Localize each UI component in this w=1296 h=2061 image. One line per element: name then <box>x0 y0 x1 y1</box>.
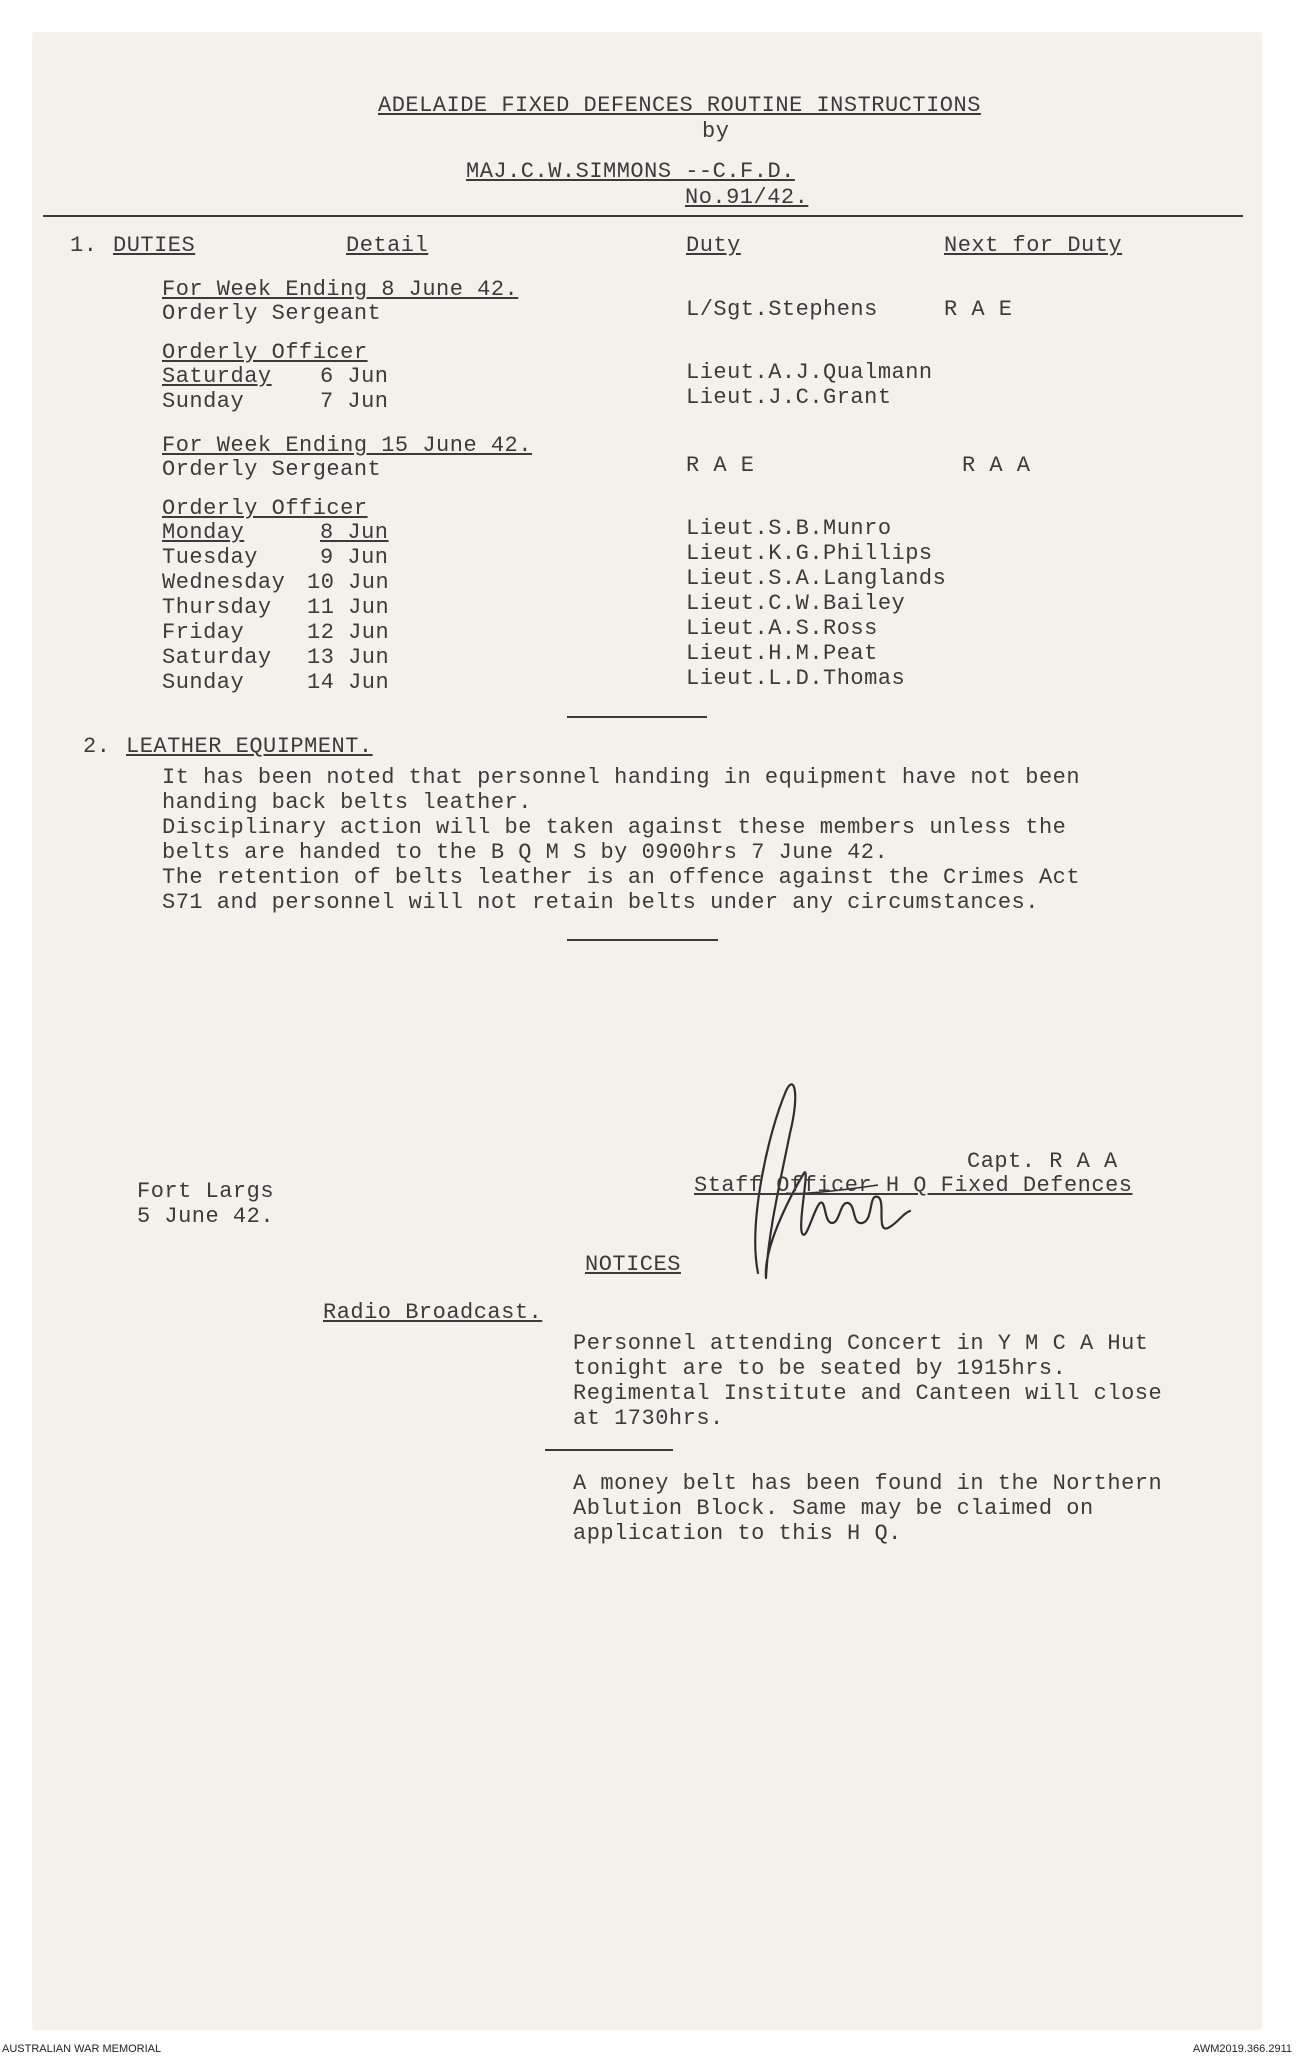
week2-row-duty: Lieut.S.A.Langlands <box>686 566 947 591</box>
week1-sergeant-duty: L/Sgt.Stephens <box>686 297 878 322</box>
week2-row-date: 13 Jun <box>307 645 390 670</box>
money-belt-line: application to this H Q. <box>573 1521 902 1546</box>
week2-row-day: Friday <box>162 620 245 645</box>
archive-reference: AWM2019.366.2911 <box>1192 2043 1292 2055</box>
duties-number: 1. <box>70 233 98 258</box>
column-duty: Duty <box>686 233 741 258</box>
week2-row-date: 12 Jun <box>307 620 390 645</box>
signoff-place: Fort Largs <box>137 1179 275 1204</box>
week1-row-day: Saturday <box>162 364 272 389</box>
week2-label: For Week Ending 15 June 42. <box>162 433 532 458</box>
week2-row-day: Sunday <box>162 670 245 695</box>
radio-line: tonight are to be seated by 1915hrs. <box>573 1356 1067 1381</box>
signoff-rank: Capt. R A A <box>967 1149 1118 1174</box>
radio-line: Regimental Institute and Canteen will close <box>573 1381 1163 1406</box>
money-belt-line: A money belt has been found in the Northern <box>573 1471 1163 1496</box>
week1-label: For Week Ending 8 June 42. <box>162 277 519 302</box>
leather-line: S71 and personnel will not retain belts under any circumstances. <box>162 890 1039 915</box>
signoff-date: 5 June 42. <box>137 1204 275 1229</box>
week2-row-date: 14 Jun <box>307 670 390 695</box>
week2-row-date: 11 Jun <box>307 595 390 620</box>
leather-line: belts are handed to the B Q M S by 0900hrs 7 June 42. <box>162 840 889 865</box>
leather-line: It has been noted that personnel handing in equipment have not been <box>162 765 1081 790</box>
week2-row-duty: Lieut.C.W.Bailey <box>686 591 906 616</box>
document-number: No.91/42. <box>685 185 809 210</box>
week2-row-duty: Lieut.S.B.Munro <box>686 516 892 541</box>
week1-orderly-sergeant: Orderly Sergeant <box>162 301 382 326</box>
archive-credit: AUSTRALIAN WAR MEMORIAL <box>2 2043 162 2055</box>
section-divider <box>567 716 707 718</box>
document-sheet <box>33 33 1261 2029</box>
week2-row-date: 8 Jun <box>320 520 389 545</box>
section-divider <box>567 939 718 941</box>
duties-heading: DUTIES <box>113 233 196 258</box>
leather-number: 2. <box>83 734 111 759</box>
week2-sergeant-next: R A A <box>962 453 1031 478</box>
signoff-title: Staff Officer H Q Fixed Defences <box>694 1173 1133 1198</box>
week2-orderly-officer: Orderly Officer <box>162 496 368 521</box>
week2-row-duty: Lieut.L.D.Thomas <box>686 666 906 691</box>
document-title: ADELAIDE FIXED DEFENCES ROUTINE INSTRUCTIONS <box>378 93 981 118</box>
leather-line: Disciplinary action will be taken against these members unless the <box>162 815 1067 840</box>
week2-row-duty: Lieut.A.S.Ross <box>686 616 878 641</box>
week2-row-day: Saturday <box>162 645 272 670</box>
leather-line: The retention of belts leather is an offence against the Crimes Act <box>162 865 1081 890</box>
leather-line: handing back belts leather. <box>162 790 532 815</box>
week2-orderly-sergeant: Orderly Sergeant <box>162 457 382 482</box>
week2-row-duty: Lieut.H.M.Peat <box>686 641 878 666</box>
week2-row-duty: Lieut.K.G.Phillips <box>686 541 933 566</box>
week2-row-day: Thursday <box>162 595 272 620</box>
week2-row-date: 10 Jun <box>307 570 390 595</box>
week1-sergeant-next: R A E <box>944 297 1013 322</box>
money-belt-line: Ablution Block. Same may be claimed on <box>573 1496 1094 1521</box>
week2-row-day: Tuesday <box>162 545 258 570</box>
header-rule <box>43 215 1243 217</box>
week1-row-duty: Lieut.A.J.Qualmann <box>686 360 933 385</box>
radio-line: Personnel attending Concert in Y M C A Hut <box>573 1331 1149 1356</box>
column-detail: Detail <box>346 233 429 258</box>
week1-orderly-officer: Orderly Officer <box>162 340 368 365</box>
radio-line: at 1730hrs. <box>573 1406 724 1431</box>
column-next-for-duty: Next for Duty <box>944 233 1123 258</box>
radio-broadcast-heading: Radio Broadcast. <box>323 1300 543 1325</box>
week2-row-day: Monday <box>162 520 245 545</box>
section-divider <box>545 1449 673 1451</box>
week1-row-date: 6 Jun <box>320 364 389 389</box>
week2-sergeant-duty: R A E <box>686 453 755 478</box>
week1-row-duty: Lieut.J.C.Grant <box>686 385 892 410</box>
week2-row-day: Wednesday <box>162 570 286 595</box>
notices-heading: NOTICES <box>585 1252 681 1277</box>
document-by: by <box>702 119 730 144</box>
week1-row-day: Sunday <box>162 389 245 414</box>
week2-row-date: 9 Jun <box>320 545 389 570</box>
document-officer: MAJ.C.W.SIMMONS --C.F.D. <box>466 159 795 184</box>
leather-heading: LEATHER EQUIPMENT. <box>126 734 373 759</box>
week1-row-date: 7 Jun <box>320 389 389 414</box>
